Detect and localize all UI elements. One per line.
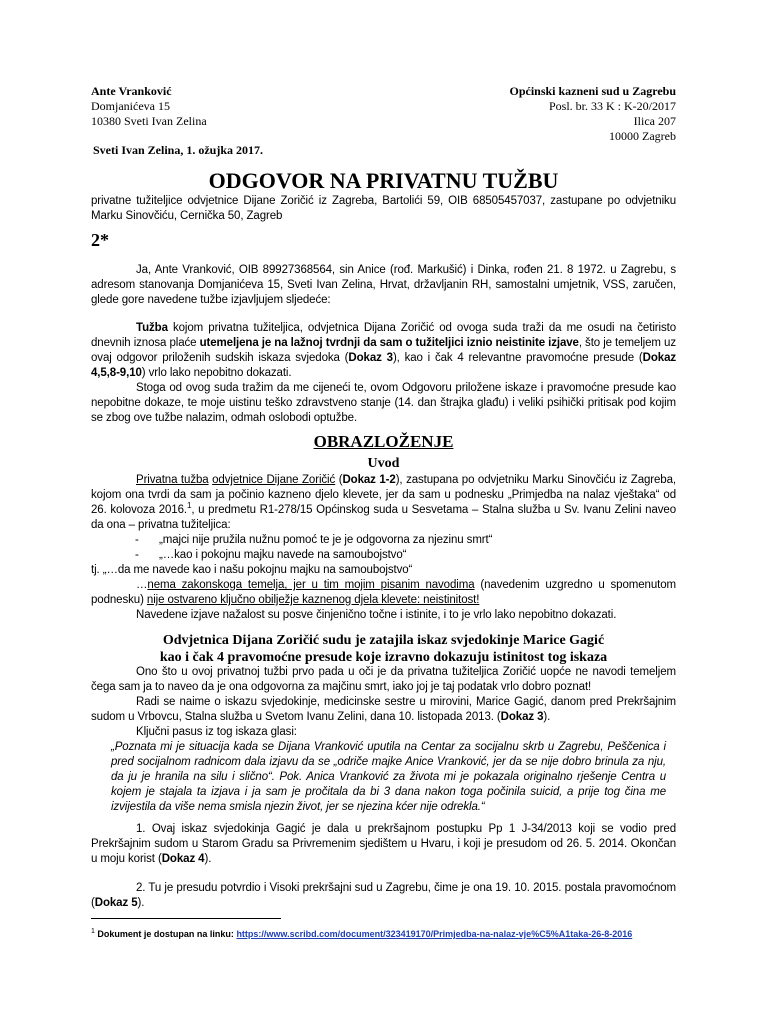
numbered-paragraph-2 xyxy=(91,881,676,911)
sender-street: Domjanićeva 15 xyxy=(91,99,170,113)
claim-text-e: ), kao i čak 4 relevantne pravomoćne presude ( xyxy=(392,352,643,364)
ellipsis: … xyxy=(136,579,148,591)
sender-name: Ante Vranković xyxy=(91,84,172,98)
quoted-bullets xyxy=(135,533,675,563)
uvod-text-c: ( xyxy=(335,474,343,486)
bullet-item: - „…kao i pokojnu majku navede na samoubojstvo“ xyxy=(135,549,407,561)
no-basis-aside: (navedenim uzgredno u spomenutom podnesku) xyxy=(91,579,676,606)
attorney-name-text: odvjetnice Dijane Zoričić xyxy=(212,474,336,486)
sender-city: 10380 Sveti Ivan Zelina xyxy=(91,114,207,128)
no-basis-text: nema zakonskoga temelja, jer u tim mojim pisanim navodima xyxy=(147,579,475,591)
sender-block xyxy=(91,84,351,129)
private-suit-text: Privatna tužba xyxy=(136,474,209,486)
uvod-text-e: ), zastupana po odvjetniku Marku Sinovčiću iz Zagreba, kojom ona tvrdi da sam ja počinio kazneno djelo klevete, jer da sam u podnesku „Primjedba na nalaz vještaka“ od 26. kolovoza 2016. xyxy=(91,474,676,516)
court-name: Općinski kazneni sud u Zagrebu xyxy=(509,84,676,98)
paragraph-text: ). xyxy=(137,897,145,909)
claim-text-b: utemeljena je na lažnoj tvrdnji da sam o tužiteljici iznio neistinite izjave xyxy=(199,337,579,349)
footnote-ref: 1 xyxy=(186,501,192,511)
paragraph-text: 2. Tu je presudu potvrdio i Visoki prekršajni sud u Zagrebu, čime je ona 19. 10. 2015. postala pravomoćnom ( xyxy=(91,882,676,909)
court-street: Ilica 207 xyxy=(633,114,676,128)
claim-text-c: , što je temeljem uz ovaj odgovor priloženih sudskih iskaza svjedoka ( xyxy=(91,337,676,364)
bullet-item: - „majci nije pružila nužnu pomoć te je je odgovorna za njezinu smrt“ xyxy=(135,534,493,546)
paragraph: Ono što u ovoj privatnoj tužbi prvo pada u oči je da privatna tužiteljica Zoričić uopće ne navodi temeljem čega sam ja to naveo da je ona odgovorna za majčinu smrt, iako joj je taj podatak vrlo dobro poznat! xyxy=(91,666,676,693)
footnote xyxy=(91,924,676,942)
evidence-ref: Dokaz 4 xyxy=(161,853,205,865)
paragraph-text: Radi se naime o iskazu svjedokinje, medicinske sestre u mirovini, Marice Gagić, danom pred Prekršajnim sudom u Vrbovcu, Stalna služba u Svetom Ivanu Zelini, dana 10. listopada 2013. ( xyxy=(91,696,676,723)
footnote-number: 1 xyxy=(91,928,95,935)
copies-mark: 2* xyxy=(91,230,109,250)
footnote-link[interactable]: https://www.scribd.com/document/323419170/Primjedba-na-nalaz-vje%C5%A1taka-26-8-2016 xyxy=(236,929,633,939)
intro-text: Ja, Ante Vranković, OIB 89927368564, sin Anice (rođ. Markušić) i Dinka, rođen 21. 8 1972. u Zagrebu, s adresom stanovanja Domjanićeva 15, Sveti Ivan Zelina, Hrvat, državljanin RH, samostalni umjetnik, VSS, zaručen, glede gore navedene tužbe izjavljujem sljedeće: xyxy=(91,264,676,306)
section-heading xyxy=(91,632,676,666)
paragraph-text: ). xyxy=(204,853,212,865)
section-title: OBRAZLOŽENJE xyxy=(313,432,454,451)
court-block xyxy=(440,84,676,144)
paragraph xyxy=(91,695,676,725)
no-basis-paragraph xyxy=(91,578,676,623)
uvod-text-f: , u predmetu R1-278/15 Općinskog suda u Sesvetama – Stalna služba u Sv. Ivanu Zelini naveo da ona – privatna tužiteljica: xyxy=(91,504,676,531)
footnote-separator xyxy=(91,918,281,919)
tuzba-lead: Tužba xyxy=(136,322,168,334)
evidence-ref: Dokaz 3 xyxy=(500,711,544,723)
paragraph: Ključni pasus iz tog iskaza glasi: xyxy=(136,726,297,738)
uvod-paragraph xyxy=(91,473,676,533)
claim-text-a: kojom privatna tužiteljica, odvjetnica Dijana Zoričić od ovoga suda traži da me osudi na četiristo dnevnih iznosa plaće xyxy=(91,322,676,349)
request-paragraph: Stoga od ovog suda tražim da me cijeneći te, ovom Odgovoru priložene iskaze i pravomoćne presude kao nepobitne dokaze, te moje uistinu teško zdravstveno stanje (14. dan štrajka glađu) i veliki psihički pritisak pod kojim se zbog ove tužbe nalazim, odmah oslobodi optužbe. xyxy=(91,382,676,424)
intro-paragraph xyxy=(91,263,676,308)
subsection-title: Uvod xyxy=(367,456,400,471)
paragraph-text: 1. Ovaj iskaz svjedokinja Gagić je dala u prekršajnom postupku Pp 1 J-34/2013 koji se vodio pred Prekršajnim sudom u Starom Gradu sa Privremenim sjedištem u Hvaru, i koji je presudom od 26. 5. 2014. Okončan u moju korist ( xyxy=(91,823,676,865)
numbered-paragraph-1 xyxy=(91,822,676,867)
footnote-text: Dokument je dostupan na linku: xyxy=(97,929,237,939)
evidence-ref: Dokaz 4,5,8-9,10 xyxy=(91,352,677,379)
tj-line: tj. „…da me navede kao i našu pokojnu majku na samoubojstvo“ xyxy=(91,564,413,576)
case-number: Posl. br. 33 K : K-20/2017 xyxy=(548,99,676,113)
statement-paragraph: Navedene izjave nažalost su posve činjenično točne i istinite, i to je vrlo lako nepobitno dokazati. xyxy=(136,609,617,621)
heading-line: kao i čak 4 pravomoćne presude koje izravno dokazuju istinitost tog iskaza xyxy=(159,650,608,665)
court-city: 10000 Zagreb xyxy=(609,129,676,143)
bullet-text: „majci nije pružila nužnu pomoć te je je odgovorna za njezinu smrt“ xyxy=(159,534,493,546)
document-title: ODGOVOR NA PRIVATNU TUŽBU xyxy=(208,168,559,193)
evidence-ref: Dokaz 1-2 xyxy=(342,474,396,486)
heading-line: Odvjetnica Dijana Zoričić sudu je zatajila iskaz svjedokinje Marice Gagić xyxy=(162,633,605,648)
body-paragraphs xyxy=(91,665,676,815)
key-element-text: nije ostvareno ključno obilježje kaznenog djela klevete: neistinitost! xyxy=(146,594,480,606)
date-line: Sveti Ivan Zelina, 1. ožujka 2017. xyxy=(93,143,264,157)
witness-quote: „Poznata mi je situacija kada se Dijana Vranković uputila na Centar za socijalnu skrb u Zagrebu, Peščenica i pred socijalnom radnicom dala izjavu da se „odriče majke Anice Vranković, jer da se nije dobro brinula za nju, da ju je hranila na silu i slično“. Pok. Anica Vranković za života mi je pokazala originalno rješenje Centra u kojem je stajala ta izjava i ja sam je pročitala da bi 3 dana nakon toga počinila suicid, a prije tog čina me izvijestila da više nema smisla njezin život, jer se njezina kćer nije odrekla.“ xyxy=(111,741,666,813)
evidence-ref: Dokaz 5 xyxy=(94,897,138,909)
document-subtitle: privatne tužiteljice odvjetnice Dijane Zoričić iz Zagreba, Bartolići 59, OIB 68505457037, zastupane po odvjetniku Marku Sinovčiću, Cernička 50, Zagreb xyxy=(91,195,676,222)
evidence-ref: Dokaz 3 xyxy=(348,352,393,364)
claim-text-g: ) vrlo lako nepobitno dokazati. xyxy=(141,367,292,379)
paragraph-text: ). xyxy=(543,711,551,723)
claim-paragraph xyxy=(91,321,676,426)
bullet-text: „…kao i pokojnu majku navede na samoubojstvo“ xyxy=(159,549,407,561)
